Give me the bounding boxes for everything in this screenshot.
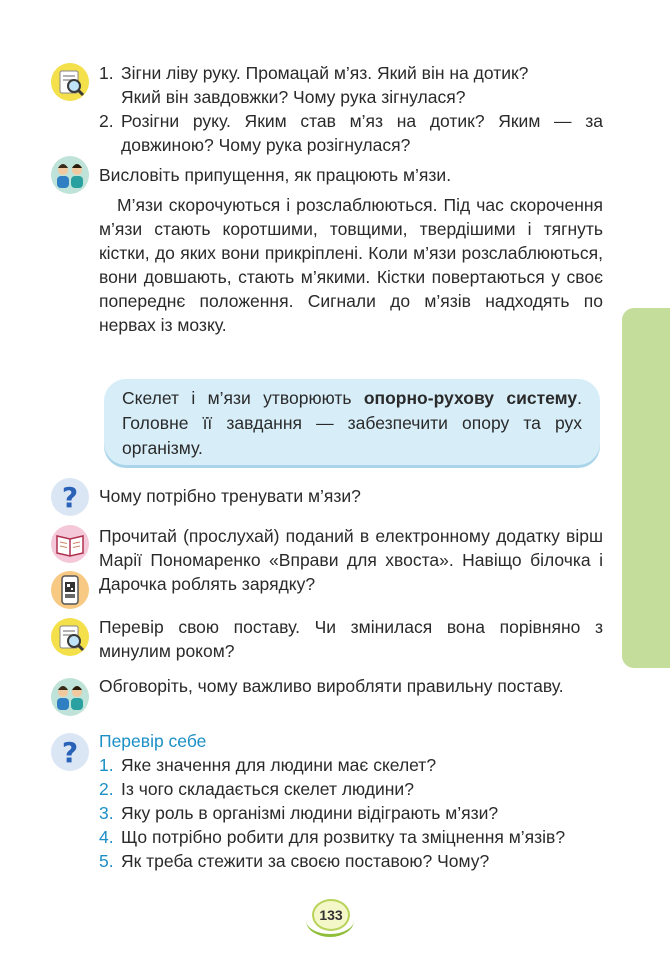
item-number: 1. (99, 63, 114, 83)
discussion-2 (99, 674, 603, 698)
item-number: 2. (99, 111, 114, 131)
key-fact-term: опорно-рухову систему (363, 388, 578, 408)
svg-text:?: ? (61, 481, 79, 514)
item-text: Що потрібно робити для розвитку та зміцнення м’язів? (121, 827, 566, 847)
posture-task (99, 615, 603, 663)
list-item (99, 777, 603, 801)
book-icon (50, 524, 90, 564)
discussion-icon (50, 155, 90, 195)
reading-task (99, 524, 603, 596)
key-fact-text (122, 386, 582, 461)
list-item (99, 849, 603, 873)
side-tab (622, 308, 670, 668)
research-icon (50, 617, 90, 657)
question-1-text: Чому потрібно тренувати м’язи? (99, 486, 361, 506)
key-fact-after: . Головне її завдання — забезпечити опору та рух організму. (122, 388, 582, 458)
item-text: Із чого складається скелет людини? (121, 779, 414, 799)
task-1-line-b: Який він завдовжки? Чому рука зігнулася? (121, 87, 466, 107)
item-text: Як треба стежити за своєю поставою? Чому? (121, 851, 490, 871)
task-1-line-a: Зігни ліву руку. Промацай м’яз. Який він на дотик? (121, 63, 529, 83)
research-icon (50, 62, 90, 102)
self-check (99, 729, 603, 873)
list-item (99, 801, 603, 825)
discussion-2-text: Обговоріть, чому важливо виробляти правильну поставу. (99, 676, 564, 696)
item-number: 2. (99, 779, 114, 799)
item-text: Яке значення для людини має скелет? (121, 755, 437, 775)
paragraph-text: М’язи скорочуються і розслаблюються. Під час скорочення м’язи стають коротшими, товщими, твердішими і тягнуть кістки, до яких вони прикріплені. Коли м’язи розслаблюються, вони довшають, стають м’якими. Кістки повертаються у своє попереднє положення. Сигнали до м’язів надходять по нервах із мозку. (99, 195, 603, 335)
discussion-1-text: Висловіть припущення, як працюють м’язи. (99, 165, 452, 185)
question-icon (50, 477, 90, 517)
item-number: 4. (99, 827, 114, 847)
main-paragraph (99, 193, 603, 337)
key-fact-before: Скелет і м’язи утворюють (122, 388, 364, 408)
self-check-title: Перевір себе (99, 731, 207, 751)
item-text: Яку роль в організмі людини відіграють м’язи? (121, 803, 499, 823)
item-number: 3. (99, 803, 114, 823)
item-number: 1. (99, 755, 114, 775)
task-2-text: Розігни руку. Яким став м’яз на дотик? Яким — за довжиною? Чому рука розігнулася? (121, 111, 603, 155)
list-item (99, 825, 603, 849)
reading-task-text: Прочитай (прослухай) поданий в електронному додатку вірш Марії Пономаренко «Вправи для хвоста». Навіщо білочка і Дарочка роблять зарядку? (99, 526, 603, 594)
list-item (99, 753, 603, 777)
discussion-icon (50, 677, 90, 717)
page-number: 133 (312, 899, 350, 931)
discussion-1 (99, 163, 603, 187)
question-1 (99, 484, 603, 508)
question-icon (50, 732, 90, 772)
qr-code-icon (50, 570, 90, 610)
posture-task-text: Перевір свою поставу. Чи змінилася вона порівняно з минулим роком? (99, 617, 603, 661)
svg-text:?: ? (61, 736, 79, 769)
item-number: 5. (99, 851, 114, 871)
task-1 (99, 61, 603, 157)
